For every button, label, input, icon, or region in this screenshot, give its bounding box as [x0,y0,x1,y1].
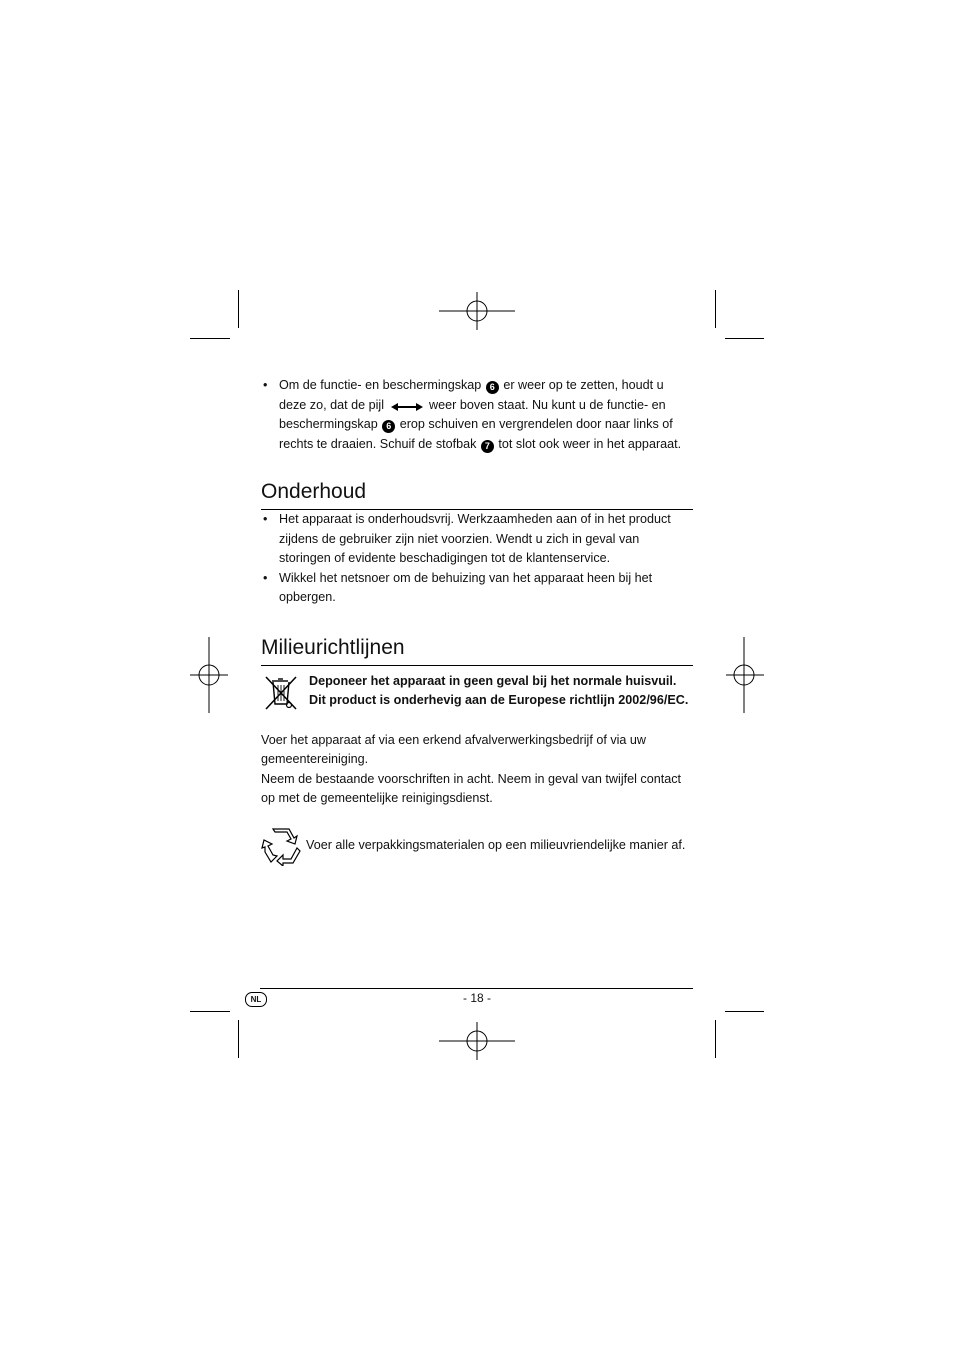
weee-notice [261,672,693,712]
list-item: • Om de functie- en beschermingskap 6 er weer op te zetten, houdt u deze zo, dat de pijl weer boven staat. Nu kunt u de functie- en beschermingskap 6 erop schuiven en vergrendelen door naar links of rechts te draaien. Schuif de stofbak 7 tot slot ook weer in het apparaat. [261,376,693,454]
manual-page-content [261,376,693,866]
packaging-notice [261,826,693,866]
crop-mark [190,1011,230,1012]
crop-mark [715,1020,716,1058]
disposal-paragraph: Voer het apparaat af via een erkend afvalverwerkingsbedrijf of via uw gemeentereiniging. Neem de bestaande voorschriften in acht. Neem in geval van twijfel contact op met de gemeentelijke reinigingsdienst. [261,732,682,805]
section-heading-onderhoud: Onderhoud [261,478,693,510]
language-badge: NL [245,992,267,1007]
footer-divider [260,988,693,989]
part-number-badge: 6 [382,420,395,433]
recycle-icon [261,826,301,866]
part-number-badge: 6 [486,381,499,394]
page-number: - 18 - [462,991,491,1005]
crop-mark [238,1020,239,1058]
packaging-notice-text: Voer alle verpakkingsmaterialen op een milieuvriendelijke manier af. [306,837,686,852]
crop-mark [190,338,230,339]
weee-notice-line: Dit product is onderhevig aan de Europese richtlijn 2002/96/EC. [309,693,689,707]
crop-mark [715,290,716,328]
crop-mark [238,290,239,328]
list-item: • Wikkel het netsnoer om de behuizing van het apparaat heen bij het opbergen. [261,569,693,608]
section-heading-milieurichtlijnen: Milieurichtlijnen [261,634,693,666]
intro-list [261,376,693,454]
crossed-out-bin-icon [261,672,301,712]
weee-notice-line: Deponeer het apparaat in geen geval bij het normale huisvuil. [309,673,677,688]
crop-mark [725,338,764,339]
part-number-badge: 7 [481,440,494,453]
list-item: • Het apparaat is onderhoudsvrij. Werkzaamheden aan of in het product zijdens de gebruiker zijn niet voorzien. Wendt u zich in geval van storingen of evidente beschadigingen tot de klantenservice. [261,510,693,569]
registration-mark-top [439,274,515,350]
double-arrow-icon [391,403,423,411]
registration-mark-right [706,637,782,713]
registration-mark-bottom [439,1004,515,1080]
crop-mark [725,1011,764,1012]
registration-mark-left [172,637,248,713]
onderhoud-list [261,510,693,608]
